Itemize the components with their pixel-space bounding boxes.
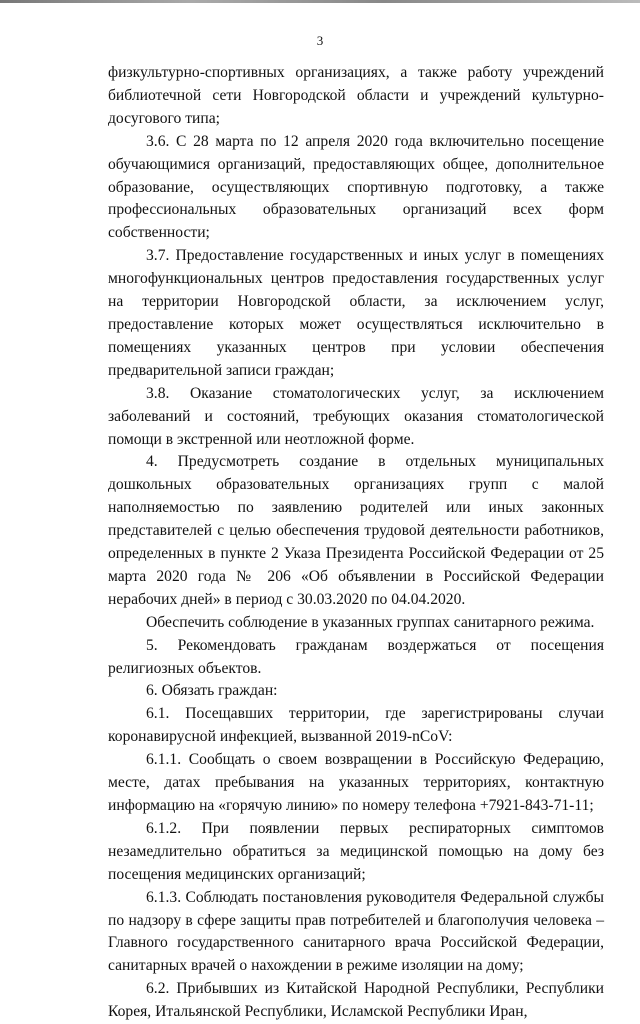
paragraph-6-1-1: 6.1.1. Сообщать о своем возвращении в Российскую Федерацию, месте, датах пребывания на указанных территориях, контактную информацию на «горячую линию» по номеру телефона +7921-843-71-11; <box>108 751 604 814</box>
paragraph-3-7: 3.7. Предоставление государственных и иных услуг в помещениях многофункциональных центров предоставления государственных услуг на территории Новгородской области, за исключением услуг, предоставление которых может осуществляться исключительно в помещениях указанных центров при условии обеспечения предварительной записи граждан; <box>108 247 604 379</box>
paragraph-6: 6. Обязать граждан: <box>146 682 278 700</box>
paragraph-4-sanitary: Обеспечить соблюдение в указанных группах санитарного режима. <box>146 613 595 631</box>
paragraph-3-8: 3.8. Оказание стоматологических услуг, за исключением заболеваний и состояний, требующих оказания стоматологической помощи в экстренной или неотложной форме. <box>108 384 604 448</box>
paragraph-3-6: 3.6. С 28 марта по 12 апреля 2020 года включительно посещение обучающимися организаций, предоставляющих общее, дополнительное образование, осуществляющих спортивную подготовку, а также профессиональных образовательных организаций всех форм собственности; <box>108 132 604 242</box>
page-number: 3 <box>316 33 324 48</box>
paragraph: физкультурно-спортивных организациях, а также работу учреждений библиотечной сети Новгородской области и учреждений культурно-досугового типа; <box>108 64 604 127</box>
paragraph-6-1-3: 6.1.3. Соблюдать постановления руководителя Федеральной службы по надзору в сфере защиты прав потребителей и благополучия человека – Главного государственного санитарного врача Российской Федерации, санитарных врачей о нахождении в режиме изоляции на дому; <box>108 888 604 975</box>
document-body <box>108 62 604 1024</box>
paragraph-6-1: 6.1. Посещавших территории, где зарегистрированы случаи коронавирусной инфекцией, вызванной 2019-nCoV: <box>108 705 604 746</box>
paragraph-4: 4. Предусмотреть создание в отдельных муниципальных дошкольных образовательных организациях групп с малой наполняемостью по заявлению родителей или иных законных представителей с целью обеспечения трудовой деятельности работников, определенных в пункте 2 Указа Президента Российской Федерации от 25 марта 2020 года № 206 «Об объявлении в Российской Федерации нерабочих дней» в период с 30.03.2020 по 04.04.2020. <box>108 453 604 608</box>
paragraph-5: 5. Рекомендовать гражданам воздержаться от посещения религиозных объектов. <box>108 636 604 677</box>
paragraph-6-1-2: 6.1.2. При появлении первых респираторных симптомов незамедлительно обратиться за медицинской помощью на дому без посещения медицинских организаций; <box>108 819 604 883</box>
scan-edge <box>0 0 640 3</box>
paragraph-6-2: 6.2. Прибывших из Китайской Народной Республики, Республики Корея, Итальянской Республики, Исламской Республики Иран, <box>108 980 604 1021</box>
